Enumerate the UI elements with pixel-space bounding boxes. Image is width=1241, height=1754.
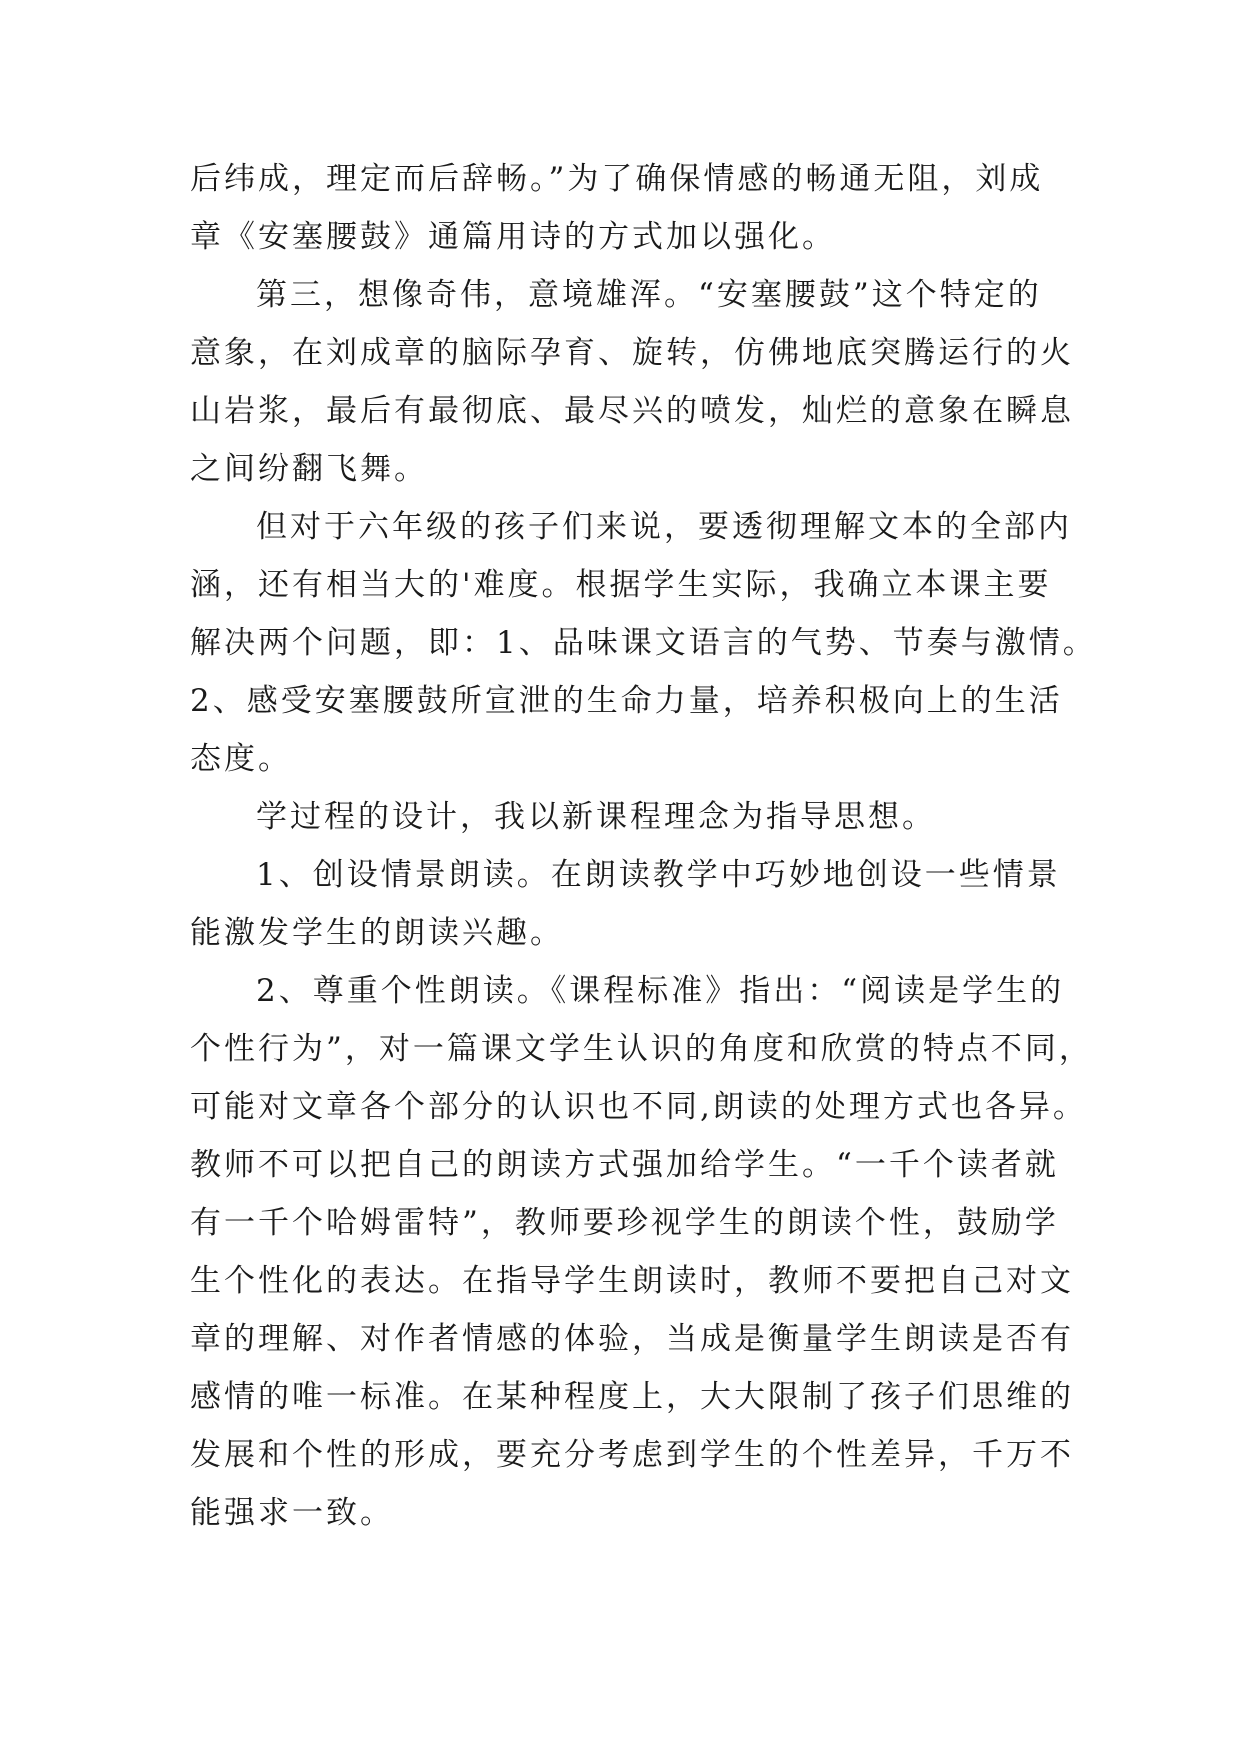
text-line: 后纬成，理定而后辞畅。”为了确保情感的畅通无阻，刘成	[190, 161, 1044, 197]
text-line: 教师不可以把自己的朗读方式强加给学生。“一千个读者就	[190, 1147, 1059, 1183]
text-line: 可能对文章各个部分的认识也不同,朗读的处理方式也各异。	[190, 1089, 1087, 1125]
document-page	[190, 150, 1097, 1542]
text-line: 山岩浆，最后有最彻底、最尽兴的喷发，灿烂的意象在瞬息	[190, 393, 1074, 429]
text-line: 个性行为”，对一篇课文学生认识的角度和欣赏的特点不同，	[190, 1031, 1093, 1067]
paragraph-start-line: 但对于六年级的孩子们来说，要透彻理解文本的全部内	[256, 509, 1072, 545]
text-line: 2、感受安塞腰鼓所宣泄的生命力量，培养积极向上的生活	[190, 683, 1063, 719]
text-line: 章的理解、对作者情感的体验，当成是衡量学生朗读是否有	[190, 1321, 1074, 1357]
text-line: 章《安塞腰鼓》通篇用诗的方式加以强化。	[190, 219, 836, 255]
text-line: 解决两个问题，即：1、品味课文语言的气势、节奏与激情。	[190, 625, 1097, 661]
paragraph-start-line: 2、尊重个性朗读。《课程标准》指出：“阅读是学生的	[256, 973, 1065, 1009]
text-line: 能强求一致。	[190, 1495, 394, 1531]
text-line: 能激发学生的朗读兴趣。	[190, 915, 564, 951]
paragraph-start-line: 学过程的设计，我以新课程理念为指导思想。	[256, 799, 936, 835]
paragraph-start-line: 第三，想像奇伟，意境雄浑。“安塞腰鼓”这个特定的	[256, 277, 1042, 313]
text-line: 生个性化的表达。在指导学生朗读时，教师不要把自己对文	[190, 1263, 1074, 1299]
text-line: 态度。	[190, 741, 292, 777]
text-line: 意象，在刘成章的脑际孕育、旋转，仿佛地底突腾运行的火	[190, 335, 1074, 371]
paragraph-start-line: 1、创设情景朗读。在朗读教学中巧妙地创设一些情景	[256, 857, 1061, 893]
text-line: 感情的唯一标准。在某种程度上，大大限制了孩子们思维的	[190, 1379, 1074, 1415]
text-line: 发展和个性的形成，要充分考虑到学生的个性差异，千万不	[190, 1437, 1074, 1473]
text-line: 有一千个哈姆雷特”，教师要珍视学生的朗读个性，鼓励学	[190, 1205, 1059, 1241]
text-line: 涵，还有相当大的'难度。根据学生实际，我确立本课主要	[190, 567, 1052, 603]
text-line: 之间纷翻飞舞。	[190, 451, 428, 487]
